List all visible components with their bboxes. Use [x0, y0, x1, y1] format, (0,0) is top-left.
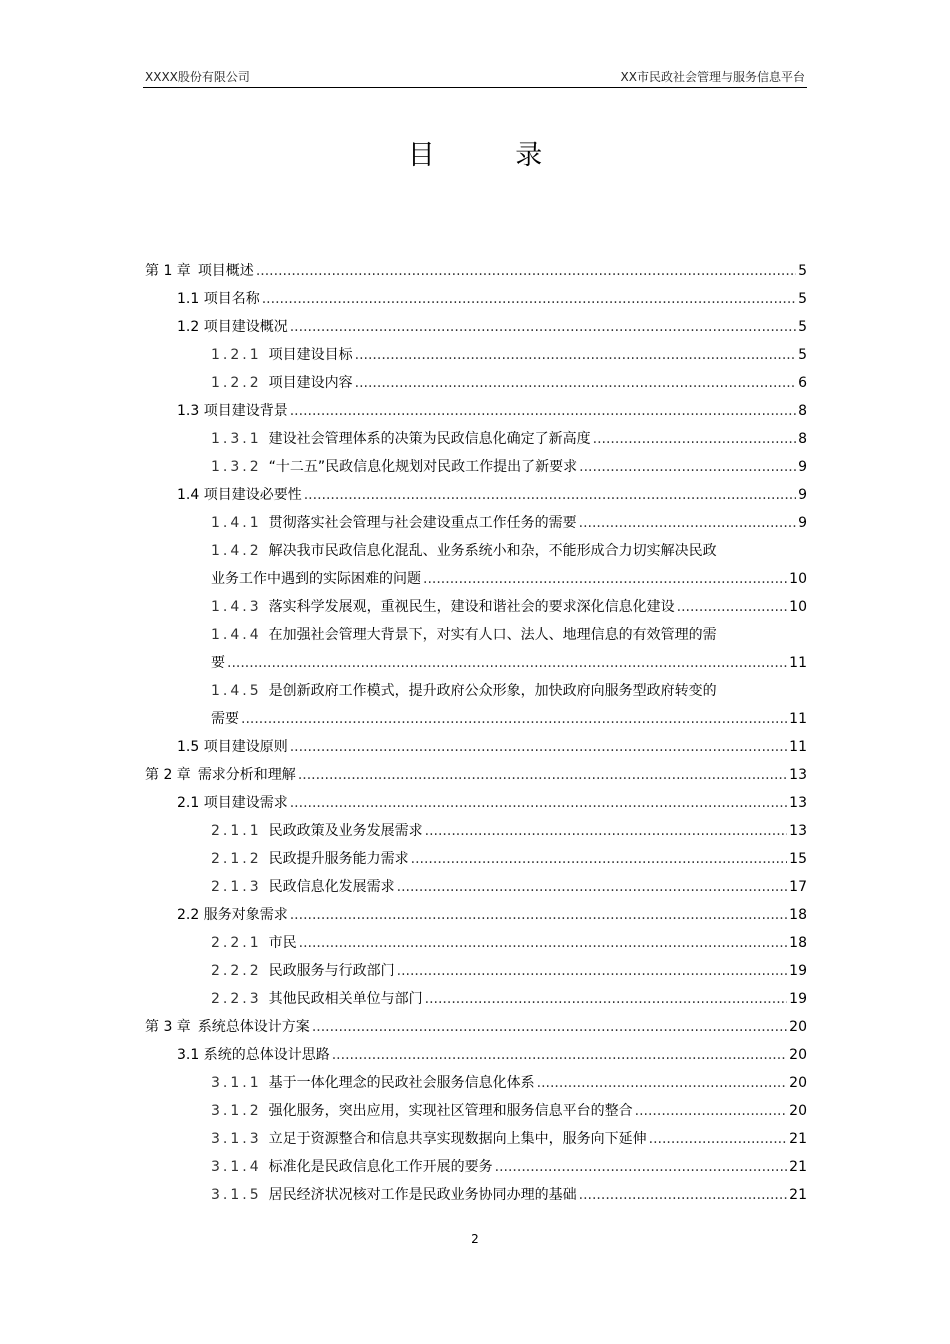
toc-title: 目 录	[407, 140, 579, 171]
toc-entry-text: “十二五”民政信息化规划对民政工作提出了新要求	[268, 459, 578, 475]
toc-entry-number: 1.4.2	[211, 543, 262, 559]
toc-page-number: 11	[789, 655, 807, 671]
toc-entry-text: 民政政策及业务发展需求	[268, 823, 423, 839]
toc-entry-continuation: 业务工作中遇到的实际困难的问题	[211, 571, 421, 587]
toc-entry-text: 项目建设目标	[268, 347, 353, 363]
header-rule	[143, 87, 807, 88]
toc-entry-label	[177, 789, 288, 817]
toc-entry-number: 1.5	[177, 739, 200, 755]
toc-page-number: 9	[798, 487, 807, 503]
dot-leader	[537, 1069, 788, 1097]
toc-entry-text: 服务对象需求	[203, 907, 288, 923]
header-project: XX市民政社会管理与服务信息平台	[620, 70, 805, 84]
toc-entry-number: 第 2 章	[145, 767, 191, 783]
toc-page-number: 20	[789, 1103, 807, 1119]
toc-page-number: 21	[789, 1187, 807, 1203]
toc-entry-text: 项目建设内容	[268, 375, 353, 391]
toc-entry-label	[211, 509, 577, 537]
toc-entry-continuation: 需要	[211, 711, 239, 727]
toc-entry-label	[177, 481, 302, 509]
toc-page-number: 10	[789, 571, 807, 587]
dot-leader	[593, 425, 796, 453]
toc-entry-number: 1.4.1	[211, 515, 262, 531]
toc-entry-text: 其他民政相关单位与部门	[268, 991, 423, 1007]
toc-entry[interactable]	[145, 1069, 807, 1097]
toc-entry[interactable]	[145, 453, 807, 481]
dot-leader	[495, 1153, 788, 1181]
toc-entry-label	[211, 1153, 493, 1181]
toc-entry-number: 1.3	[177, 403, 200, 419]
toc-page-number: 11	[789, 739, 807, 755]
dot-leader	[397, 957, 788, 985]
dot-leader	[397, 873, 788, 901]
toc-page-number: 8	[798, 431, 807, 447]
toc-entry-number: 1.4.5	[211, 683, 262, 699]
dot-leader	[256, 257, 796, 285]
toc-entry-label	[177, 901, 288, 929]
toc-entry[interactable]	[145, 1041, 807, 1069]
toc-page-number: 13	[789, 795, 807, 811]
dot-leader	[241, 705, 787, 733]
toc-page-number: 6	[798, 375, 807, 391]
toc-entry-number: 1.2.2	[211, 375, 262, 391]
toc-entry-text: 标准化是民政信息化工作开展的要务	[268, 1159, 493, 1175]
toc-entry-label	[211, 425, 591, 453]
page-number: 2	[471, 1232, 479, 1246]
toc-entry-text: 建设社会管理体系的决策为民政信息化确定了新高度	[268, 431, 591, 447]
toc-entry-label	[211, 369, 353, 397]
toc-entry-label	[211, 453, 577, 481]
header-company: XXXX股份有限公司	[145, 70, 250, 84]
dot-leader	[579, 1181, 788, 1209]
toc-entry[interactable]	[145, 257, 807, 285]
toc-entry[interactable]	[145, 593, 807, 621]
dot-leader	[227, 649, 787, 677]
toc-entry[interactable]	[145, 1097, 807, 1125]
dot-leader	[423, 565, 787, 593]
toc-entry-label	[145, 257, 254, 285]
toc-page-number: 20	[789, 1075, 807, 1091]
toc-entry-text: 在加强社会管理大背景下，对实有人口、法人、地理信息的有效管理的需	[268, 627, 717, 643]
toc-entry-text: 民政服务与行政部门	[268, 963, 395, 979]
dot-leader	[649, 1125, 788, 1153]
toc-entry-text: 项目建设必要性	[203, 487, 302, 503]
dot-leader	[355, 369, 796, 397]
toc-entry-label	[177, 733, 288, 761]
table-of-contents	[145, 257, 807, 1209]
toc-page-number: 18	[789, 907, 807, 923]
toc-entry[interactable]	[145, 1013, 807, 1041]
toc-entry[interactable]	[145, 397, 807, 425]
toc-page-number: 21	[789, 1131, 807, 1147]
toc-entry[interactable]	[145, 621, 807, 677]
toc-entry[interactable]	[145, 481, 807, 509]
toc-entry[interactable]	[145, 985, 807, 1013]
toc-entry-label	[145, 761, 296, 789]
toc-entry[interactable]	[145, 285, 807, 313]
toc-entry-text: 需求分析和理解	[197, 767, 296, 783]
toc-entry-text: 立足于资源整合和信息共享实现数据向上集中，服务向下延伸	[268, 1131, 647, 1147]
toc-entry[interactable]	[145, 733, 807, 761]
toc-entry-text: 解决我市民政信息化混乱、业务系统小和杂，不能形成合力切实解决民政	[268, 543, 717, 559]
toc-entry-text: 项目概述	[197, 263, 254, 279]
toc-entry-label	[211, 817, 423, 845]
toc-page-number: 19	[789, 991, 807, 1007]
dot-leader	[635, 1097, 788, 1125]
toc-page-number: 5	[798, 319, 807, 335]
dot-leader	[304, 481, 796, 509]
toc-entry-text: 民政提升服务能力需求	[268, 851, 409, 867]
dot-leader	[332, 1041, 787, 1069]
toc-entry-number: 1.4.4	[211, 627, 262, 643]
toc-entry[interactable]	[145, 1125, 807, 1153]
toc-page-number: 5	[798, 291, 807, 307]
toc-page-number: 20	[789, 1047, 807, 1063]
toc-entry-label	[211, 845, 409, 873]
toc-entry-text: 项目建设背景	[203, 403, 288, 419]
toc-page-number: 13	[789, 823, 807, 839]
toc-page-number: 18	[789, 935, 807, 951]
toc-entry-text: 强化服务，突出应用，实现社区管理和服务信息平台的整合	[268, 1103, 633, 1119]
toc-entry[interactable]	[145, 957, 807, 985]
toc-page-number: 20	[789, 1019, 807, 1035]
toc-entry[interactable]	[145, 817, 807, 845]
toc-entry-text: 系统总体设计方案	[197, 1019, 310, 1035]
toc-entry-number: 1.3.2	[211, 459, 262, 475]
dot-leader	[290, 397, 796, 425]
toc-entry-number: 第 3 章	[145, 1019, 191, 1035]
toc-entry-number: 3.1	[177, 1047, 200, 1063]
toc-entry-number: 2.2.2	[211, 963, 262, 979]
dot-leader	[290, 313, 796, 341]
toc-entry-text: 项目建设原则	[203, 739, 288, 755]
dot-leader	[262, 285, 796, 313]
toc-entry[interactable]	[145, 1153, 807, 1181]
dot-leader	[579, 509, 796, 537]
toc-entry[interactable]	[145, 761, 807, 789]
toc-entry[interactable]	[145, 425, 807, 453]
toc-page-number: 9	[798, 515, 807, 531]
toc-page-number: 17	[789, 879, 807, 895]
toc-entry-label	[211, 341, 353, 369]
toc-page-number: 5	[798, 263, 807, 279]
toc-page-number: 9	[798, 459, 807, 475]
toc-entry[interactable]	[145, 929, 807, 957]
toc-entry-text: 市民	[268, 935, 297, 951]
toc-entry-number: 1.1	[177, 291, 200, 307]
toc-entry-number: 1.4	[177, 487, 200, 503]
toc-entry-number: 3.1.2	[211, 1103, 262, 1119]
toc-entry[interactable]	[145, 1181, 807, 1209]
toc-entry-text: 落实科学发展观，重视民生，建设和谐社会的要求深化信息化建设	[268, 599, 675, 615]
toc-entry-number: 第 1 章	[145, 263, 191, 279]
dot-leader	[579, 453, 796, 481]
toc-entry-number: 1.2	[177, 319, 200, 335]
toc-page-number: 5	[798, 347, 807, 363]
toc-entry-number: 1.2.1	[211, 347, 262, 363]
toc-entry-continuation: 要	[211, 655, 225, 671]
toc-entry-label	[177, 313, 288, 341]
toc-entry-number: 3.1.1	[211, 1075, 262, 1091]
toc-entry[interactable]	[145, 789, 807, 817]
toc-page-number: 13	[789, 767, 807, 783]
toc-entry[interactable]	[145, 677, 807, 733]
toc-entry-label	[177, 1041, 330, 1069]
toc-entry[interactable]	[145, 537, 807, 593]
toc-entry-number: 1.3.1	[211, 431, 262, 447]
toc-entry-number: 3.1.5	[211, 1187, 262, 1203]
toc-entry-text: 项目名称	[203, 291, 260, 307]
toc-entry-number: 2.1	[177, 795, 200, 811]
toc-entry-text: 民政信息化发展需求	[268, 879, 395, 895]
toc-entry[interactable]	[145, 341, 807, 369]
toc-entry-label	[211, 1181, 577, 1209]
toc-page-number: 19	[789, 963, 807, 979]
toc-entry-number: 3.1.4	[211, 1159, 262, 1175]
toc-entry[interactable]	[145, 369, 807, 397]
dot-leader	[299, 929, 788, 957]
toc-entry[interactable]	[145, 901, 807, 929]
dot-leader	[312, 1013, 787, 1041]
toc-entry-number: 2.1.3	[211, 879, 262, 895]
toc-entry-text: 项目建设需求	[203, 795, 288, 811]
dot-leader	[425, 817, 788, 845]
toc-entry-label	[145, 1013, 310, 1041]
toc-entry-number: 2.2.3	[211, 991, 262, 1007]
toc-entry-label	[177, 285, 260, 313]
toc-entry-text: 贯彻落实社会管理与社会建设重点工作任务的需要	[268, 515, 577, 531]
toc-entry-label	[177, 397, 288, 425]
dot-leader	[290, 901, 787, 929]
toc-entry-label	[211, 929, 297, 957]
toc-entry-text: 是创新政府工作模式，提升政府公众形象，加快政府向服务型政府转变的	[268, 683, 717, 699]
dot-leader	[355, 341, 796, 369]
toc-entry-text: 系统的总体设计思路	[203, 1047, 330, 1063]
toc-entry-text: 项目建设概况	[203, 319, 288, 335]
toc-page-number: 11	[789, 711, 807, 727]
toc-entry-number: 2.2	[177, 907, 200, 923]
toc-page-number: 8	[798, 403, 807, 419]
toc-entry-number: 3.1.3	[211, 1131, 262, 1147]
toc-entry-label	[211, 985, 423, 1013]
dot-leader	[677, 593, 788, 621]
dot-leader	[425, 985, 788, 1013]
toc-entry-number: 1.4.3	[211, 599, 262, 615]
toc-entry-text: 基于一体化理念的民政社会服务信息化体系	[268, 1075, 535, 1091]
toc-entry[interactable]	[145, 845, 807, 873]
dot-leader	[290, 733, 787, 761]
toc-entry-number: 2.1.1	[211, 823, 262, 839]
toc-entry[interactable]	[145, 509, 807, 537]
toc-entry-label	[211, 593, 675, 621]
toc-entry-label	[211, 873, 395, 901]
toc-entry-number: 2.2.1	[211, 935, 262, 951]
toc-entry-label	[211, 1097, 633, 1125]
toc-entry-label	[211, 1125, 647, 1153]
toc-entry-number: 2.1.2	[211, 851, 262, 867]
toc-page-number: 15	[789, 851, 807, 867]
toc-entry[interactable]	[145, 313, 807, 341]
toc-entry[interactable]	[145, 873, 807, 901]
dot-leader	[411, 845, 788, 873]
toc-entry-label	[211, 957, 395, 985]
dot-leader	[298, 761, 787, 789]
toc-entry-label	[211, 1069, 535, 1097]
dot-leader	[290, 789, 787, 817]
toc-page-number: 10	[789, 599, 807, 615]
toc-entry-text: 居民经济状况核对工作是民政业务协同办理的基础	[268, 1187, 577, 1203]
toc-page-number: 21	[789, 1159, 807, 1175]
